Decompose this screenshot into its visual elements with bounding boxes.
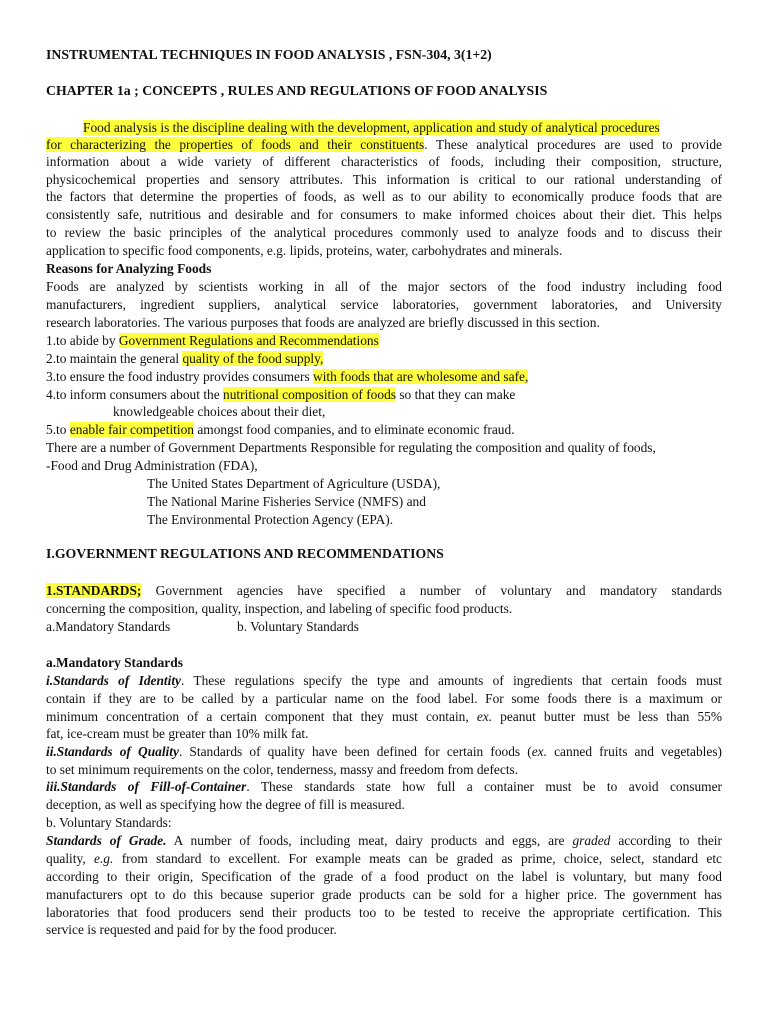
quality-line-2: to set minimum requirements on the color, tenderness, massy and freedom from defects. [46,762,519,777]
reasons-para-1: Foods are analyzed by scientists working in all of the major sectors of the food industry including food [46,279,722,294]
grade-line-3: according to their origin, Specification of the grade of a food product on the label is voluntary, but many food [46,869,722,884]
standards-type-voluntary: b. Voluntary Standards [237,619,359,634]
intro-line-2: for characterizing the properties of foods and their constituents. These analytical procedures are used to provide [46,137,722,152]
gov-departments-intro: There are a number of Government Departments Responsible for regulating the composition and quality of foods, [46,440,656,455]
intro-line-4: physicochemical properties and sensory attributes. This information is critical to our rational understanding of [46,172,722,187]
mandatory-heading: a.Mandatory Standards [46,655,183,670]
identity-line-4: fat, ice-cream must be greater than 10% milk fat. [46,726,309,741]
chapter-title: CHAPTER 1a ; CONCEPTS , RULES AND REGULATIONS OF FOOD ANALYSIS [46,83,548,98]
reasons-para-2: manufacturers, ingredient suppliers, analytical service laboratories, government laboratories, and University [46,297,722,312]
grade-line-5: laboratories that food producers send their products too to be tested to receive the appropriate certification. This [46,905,722,920]
intro-line-3: information about a wide variety of different characteristics of foods, including their composition, structure, [46,154,722,169]
intro-line-7: to review the basic principles of the analytical procedures commonly used to analyze foods and to discuss their [46,225,722,240]
grade-line-2: quality, e.g. from standard to excellent. For example meats can be graded as prime, choice, select, standard etc [46,851,723,866]
quality-line-1: ii.Standards of Quality. Standards of quality have been defined for certain foods (ex. canned fruits and vegetables) [46,744,722,759]
intro-line-8: application to specific food components, e.g. lipids, proteins, water, carbohydrates and minerals. [46,243,563,258]
reasons-heading: Reasons for Analyzing Foods [46,261,212,276]
grade-line-4: manufacturers opt to do this because superior grade products can be sold for a higher price. The government has [46,887,722,902]
reason-item-1: 1.to abide by Government Regulations and Recommendations [46,333,379,348]
standards-line-2: concerning the composition, quality, inspection, and labeling of specific food products. [46,601,513,616]
gov-fda: -Food and Drug Administration (FDA), [46,458,258,473]
reason-item-4-cont: knowledgeable choices about their diet, [113,404,326,419]
intro-line-6: consistently safe, nutritious and desirable and for consumers to make informed choices about their diet. This helps [46,207,722,222]
gov-usda: The United States Department of Agriculture (USDA), [147,476,441,491]
intro-line-5: the factors that determine the properties of foods, as well as to our ability to economically produce foods that are [46,189,722,204]
reason-item-2: 2.to maintain the general quality of the food supply, [46,351,324,366]
grade-line-6: service is requested and paid for by the food producer. [46,922,337,937]
identity-line-3: minimum concentration of a certain component that they must contain, ex. peanut butter must be less than 55% [46,709,722,724]
fill-line-2: deception, as well as specifying how the degree of fill is measured. [46,797,405,812]
voluntary-heading: b. Voluntary Standards: [46,815,172,830]
fill-line-1: iii.Standards of Fill-of-Container. These standards state how full a container must be to avoid consumer [46,779,723,794]
standards-line-1: 1.STANDARDS; Government agencies have specified a number of voluntary and mandatory standards [46,583,722,598]
standards-type-mandatory: a.Mandatory Standards [46,619,171,634]
reason-item-5: 5.to enable fair competition amongst food companies, and to eliminate economic fraud. [46,422,515,437]
course-title: INSTRUMENTAL TECHNIQUES IN FOOD ANALYSIS , FSN-304, 3(1+2) [46,47,492,62]
reason-item-3: 3.to ensure the food industry provides consumers with foods that are wholesome and safe, [46,369,529,384]
gov-nmfs: The National Marine Fisheries Service (NMFS) and [147,494,426,509]
reason-item-4: 4.to inform consumers about the nutritional composition of foods so that they can make [46,387,516,402]
intro-line-1: Food analysis is the discipline dealing with the development, application and study of analytical procedures [83,120,660,135]
identity-line-1: i.Standards of Identity. These regulations specify the type and amounts of ingredients that certain foods must [46,673,722,688]
reasons-para-3: research laboratories. The various purposes that foods are analyzed are briefly discussed in this section. [46,315,600,330]
section-heading-government: I.GOVERNMENT REGULATIONS AND RECOMMENDATIONS [46,546,444,561]
identity-line-2: contain if they are to be called by a particular name on the food label. For some foods there is a maximum or [46,691,722,706]
grade-line-1: Standards of Grade. A number of foods, including meat, dairy products and eggs, are graded according to their [46,833,722,848]
gov-epa: The Environmental Protection Agency (EPA). [147,512,394,527]
